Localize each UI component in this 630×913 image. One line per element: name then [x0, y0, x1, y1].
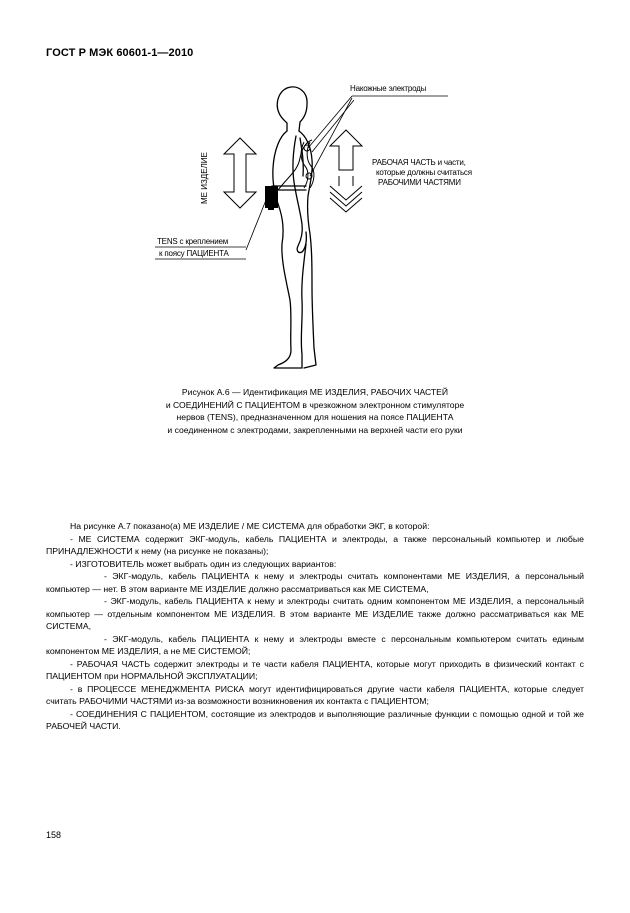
paragraph: - МЕ СИСТЕМА содержит ЭКГ-модуль, кабель ПАЦИЕНТА и электроды, а также персональный компьютер и любые ПРИНАДЛЕЖНОСТИ к нему (на рисунке не показаны);: [46, 533, 584, 556]
applied-part-label-line1: РАБОЧАЯ ЧАСТЬ и части,: [372, 158, 466, 167]
body-text: [46, 520, 584, 733]
paragraph: На рисунке А.7 показано(а) МЕ ИЗДЕЛИЕ / МЕ СИСТЕМА для обработки ЭКГ, в которой:: [70, 521, 430, 531]
page-number: 158: [46, 830, 62, 840]
figure-caption: [90, 386, 540, 436]
applied-part-label-line3: РАБОЧИМИ ЧАСТЯМИ: [378, 178, 461, 187]
caption-line: Рисунок А.6 — Идентификация МЕ ИЗДЕЛИЯ, РАБОЧИХ ЧАСТЕЙ: [181, 387, 449, 397]
tens-device: [265, 186, 278, 208]
me-device-arrow: [224, 138, 256, 208]
electrodes-label: Накожные электроды: [350, 84, 427, 93]
caption-line: и СОЕДИНЕНИЙ С ПАЦИЕНТОМ в чрезкожном электронном стимуляторе: [165, 399, 465, 410]
applied-part-arrow: [330, 130, 362, 212]
human-figure: [272, 87, 316, 368]
electrodes-leader-line: [308, 96, 352, 148]
paragraph: - СОЕДИНЕНИЯ С ПАЦИЕНТОМ, состоящие из электродов и выполняющие различные функции с помощью одной и той же РАБОЧЕЙ ЧАСТИ.: [46, 708, 584, 731]
paragraph: - ЭКГ-модуль, кабель ПАЦИЕНТА к нему и электроды считать компонентами МЕ ИЗДЕЛИЯ, а персональный компьютер — нет. В этом варианте МЕ ИЗДЕЛИЕ должно рассматриваться как МЕ СИСТЕМА,: [46, 571, 584, 594]
tens-leader-line: [246, 200, 266, 250]
paragraph: - ИЗГОТОВИТЕЛЬ может выбрать один из следующих вариантов:: [70, 558, 337, 569]
caption-line: и соединенном с электродами, закрепленными на верхней части его руки: [167, 424, 463, 435]
figure-a6: [0, 0, 630, 380]
tens-label-line1: TENS с креплением: [157, 237, 229, 246]
tens-label-line2: к поясу ПАЦИЕНТА: [159, 249, 229, 258]
applied-part-label-line2: которые должны считаться: [376, 168, 472, 177]
paragraph: - ЭКГ-модуль, кабель ПАЦИЕНТА к нему и электроды считать одним компонентом МЕ ИЗДЕЛИЯ, а персональный компьютер — отдельным компонентом МЕ ИЗДЕЛИЯ. В этом варианте МЕ ИЗДЕЛИЕ также должно рассматриваться как МЕ СИСТЕМА,: [46, 596, 584, 631]
caption-line: нервов (TENS), предназначенном для ношения на поясе ПАЦИЕНТА: [176, 412, 454, 422]
document-header: ГОСТ Р МЭК 60601-1—2010: [46, 47, 194, 59]
paragraph: - РАБОЧАЯ ЧАСТЬ содержит электроды и те части кабеля ПАЦИЕНТА, которые могут приходить в физический контакт с ПАЦИЕНТОМ при НОРМАЛЬНОЙ ЭКСПЛУАТАЦИИ;: [46, 658, 584, 681]
tens-illustration: [0, 0, 630, 380]
me-device-label: МЕ ИЗДЕЛИЕ: [200, 152, 209, 204]
paragraph: - ЭКГ-модуль, кабель ПАЦИЕНТА к нему и электроды вместе с персональным компьютером считать единым компонентом МЕ ИЗДЕЛИЯ, а не МЕ СИСТЕМОЙ;: [46, 633, 584, 656]
paragraph: - в ПРОЦЕССЕ МЕНЕДЖМЕНТА РИСКА могут идентифицироваться другие части кабеля ПАЦИЕНТА, которые следует считать РАБОЧИМИ ЧАСТЯМИ из-за возможности возникновения их контакта с ПАЦИЕНТОМ;: [46, 683, 584, 706]
